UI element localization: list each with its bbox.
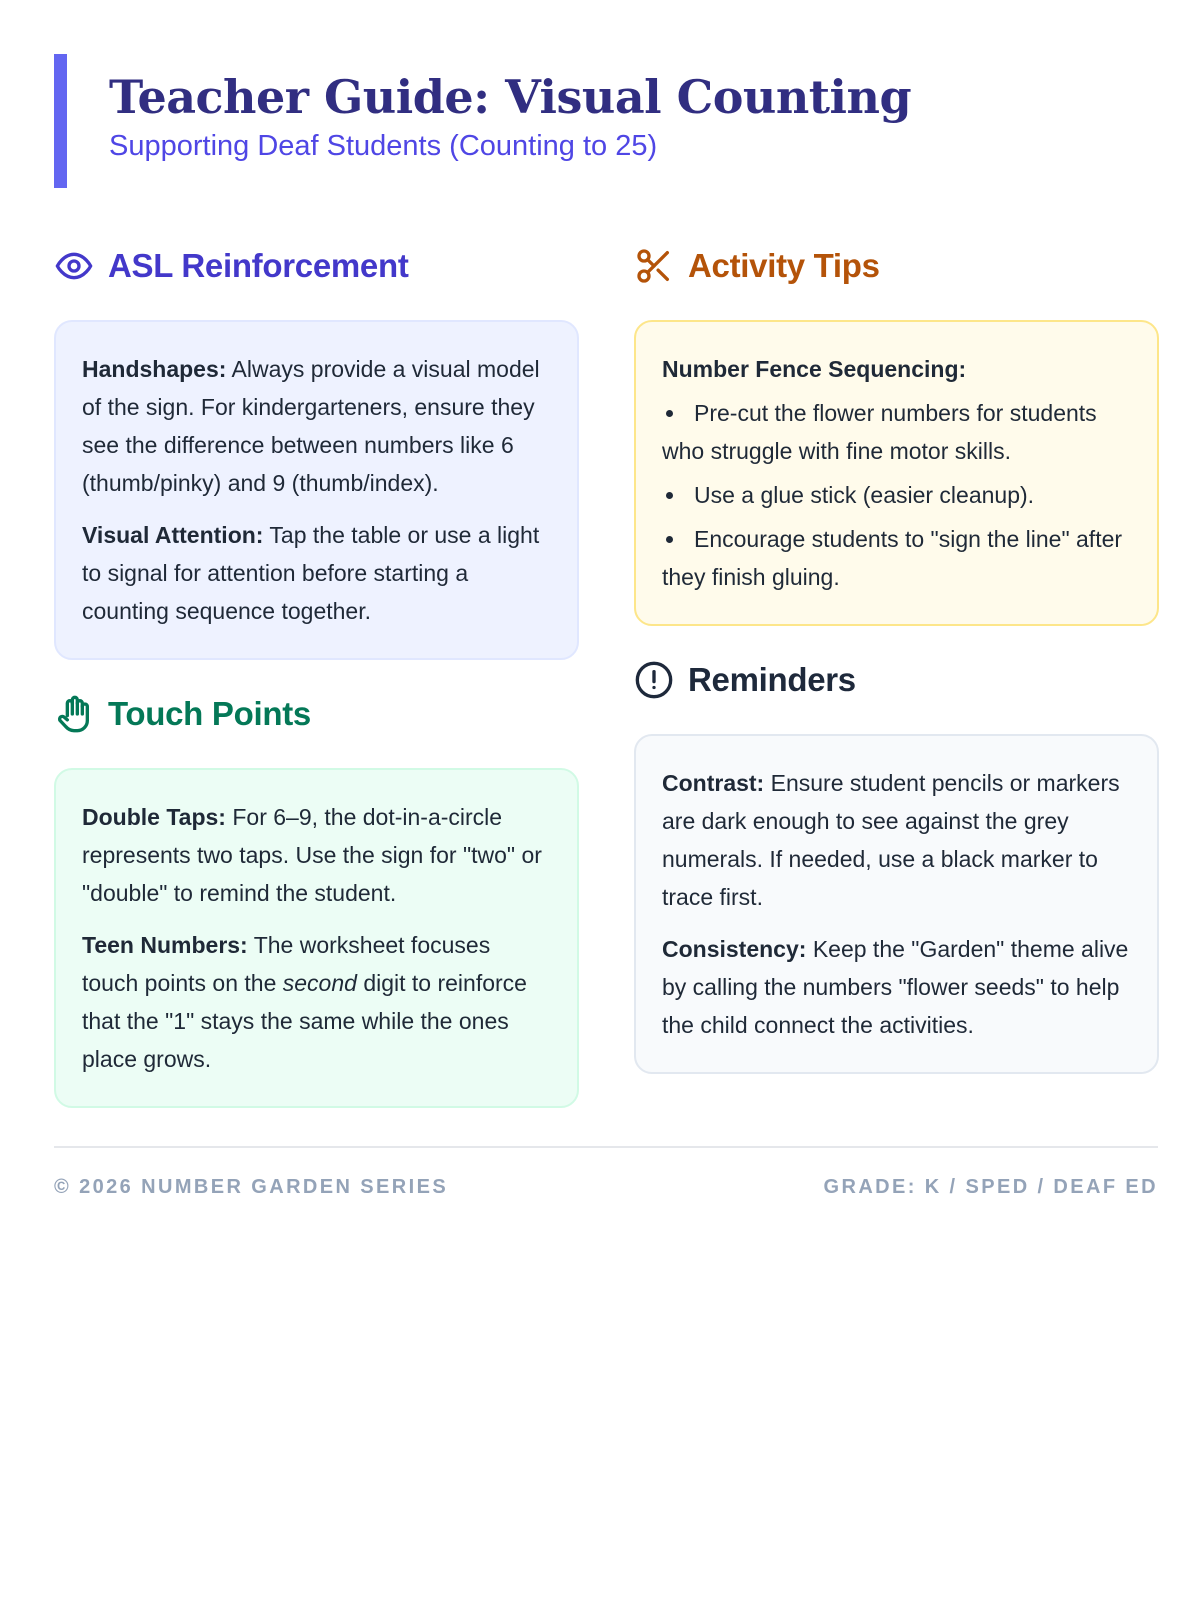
double-taps-paragraph [82,798,551,912]
consistency-paragraph [662,930,1131,1044]
double-taps-label: Double Taps: [82,804,226,830]
scissors-icon [634,246,674,286]
asl-card [54,320,579,660]
alert-circle-icon [634,660,674,700]
right-column [634,238,1159,1074]
touch-card [54,768,579,1108]
touch-section-title: Touch Points [108,695,311,732]
activity-card [634,320,1159,626]
list-item: Encourage students to "sign the line" after they finish gluing. [662,520,1131,596]
page-header [54,54,954,188]
handshapes-label: Handshapes: [82,356,227,382]
consistency-text: Keep the "Garden" theme alive by calling the numbers "flower seeds" to help the child connect the activities. [662,936,1129,1038]
hand-icon [54,694,94,734]
reminders-card [634,734,1159,1074]
asl-section-title: ASL Reinforcement [108,247,409,284]
page-footer [54,1176,1158,1199]
reminders-section-header [634,652,1159,708]
footer-divider [54,1146,1158,1148]
contrast-paragraph [662,764,1131,916]
asl-attention-paragraph [82,516,551,630]
teen-numbers-text-a: The worksheet focuses touch points on the [82,932,491,996]
list-item: Pre-cut the flower numbers for students who struggle with fine motor skills. [662,394,1131,470]
activity-section-title: Activity Tips [688,247,880,284]
visual-attention-text: Tap the table or use a light to signal for attention before starting a counting sequence together. [82,522,540,624]
eye-icon [54,246,94,286]
left-column [54,238,579,1108]
activity-tips-list [662,394,1131,596]
reminders-section-title: Reminders [688,661,856,698]
asl-handshapes-paragraph [82,350,551,502]
footer-grade: GRADE: K / SPED / DEAF ED [823,1176,1158,1198]
page-subtitle: Supporting Deaf Students (Counting to 25) [109,130,658,162]
teen-numbers-text-b: digit to reinforce that the "1" stays the same while the ones place grows. [82,970,527,1072]
footer-copyright: © 2026 NUMBER GARDEN SERIES [54,1176,449,1198]
teen-numbers-emphasis: second [282,970,357,996]
visual-attention-label: Visual Attention: [82,522,264,548]
contrast-label: Contrast: [662,770,765,796]
number-fence-heading: Number Fence Sequencing: [662,356,967,382]
teen-numbers-paragraph [82,926,551,1078]
teen-numbers-label: Teen Numbers: [82,932,248,958]
page-title: Teacher Guide: Visual Counting [109,70,912,124]
handshapes-text: Always provide a visual model of the sign. For kindergarteners, ensure they see the difference between numbers like 6 (thumb/pinky) and 9 (thumb/index). [82,356,540,496]
touch-section-header [54,686,579,742]
consistency-label: Consistency: [662,936,807,962]
list-item: Use a glue stick (easier cleanup). [662,476,1131,514]
activity-section-header [634,238,1159,294]
double-taps-text: For 6–9, the dot-in-a-circle represents two taps. Use the sign for "two" or "double" to remind the student. [82,804,542,906]
asl-section-header [54,238,579,294]
contrast-text: Ensure student pencils or markers are dark enough to see against the grey numerals. If needed, use a black marker to trace first. [662,770,1120,910]
